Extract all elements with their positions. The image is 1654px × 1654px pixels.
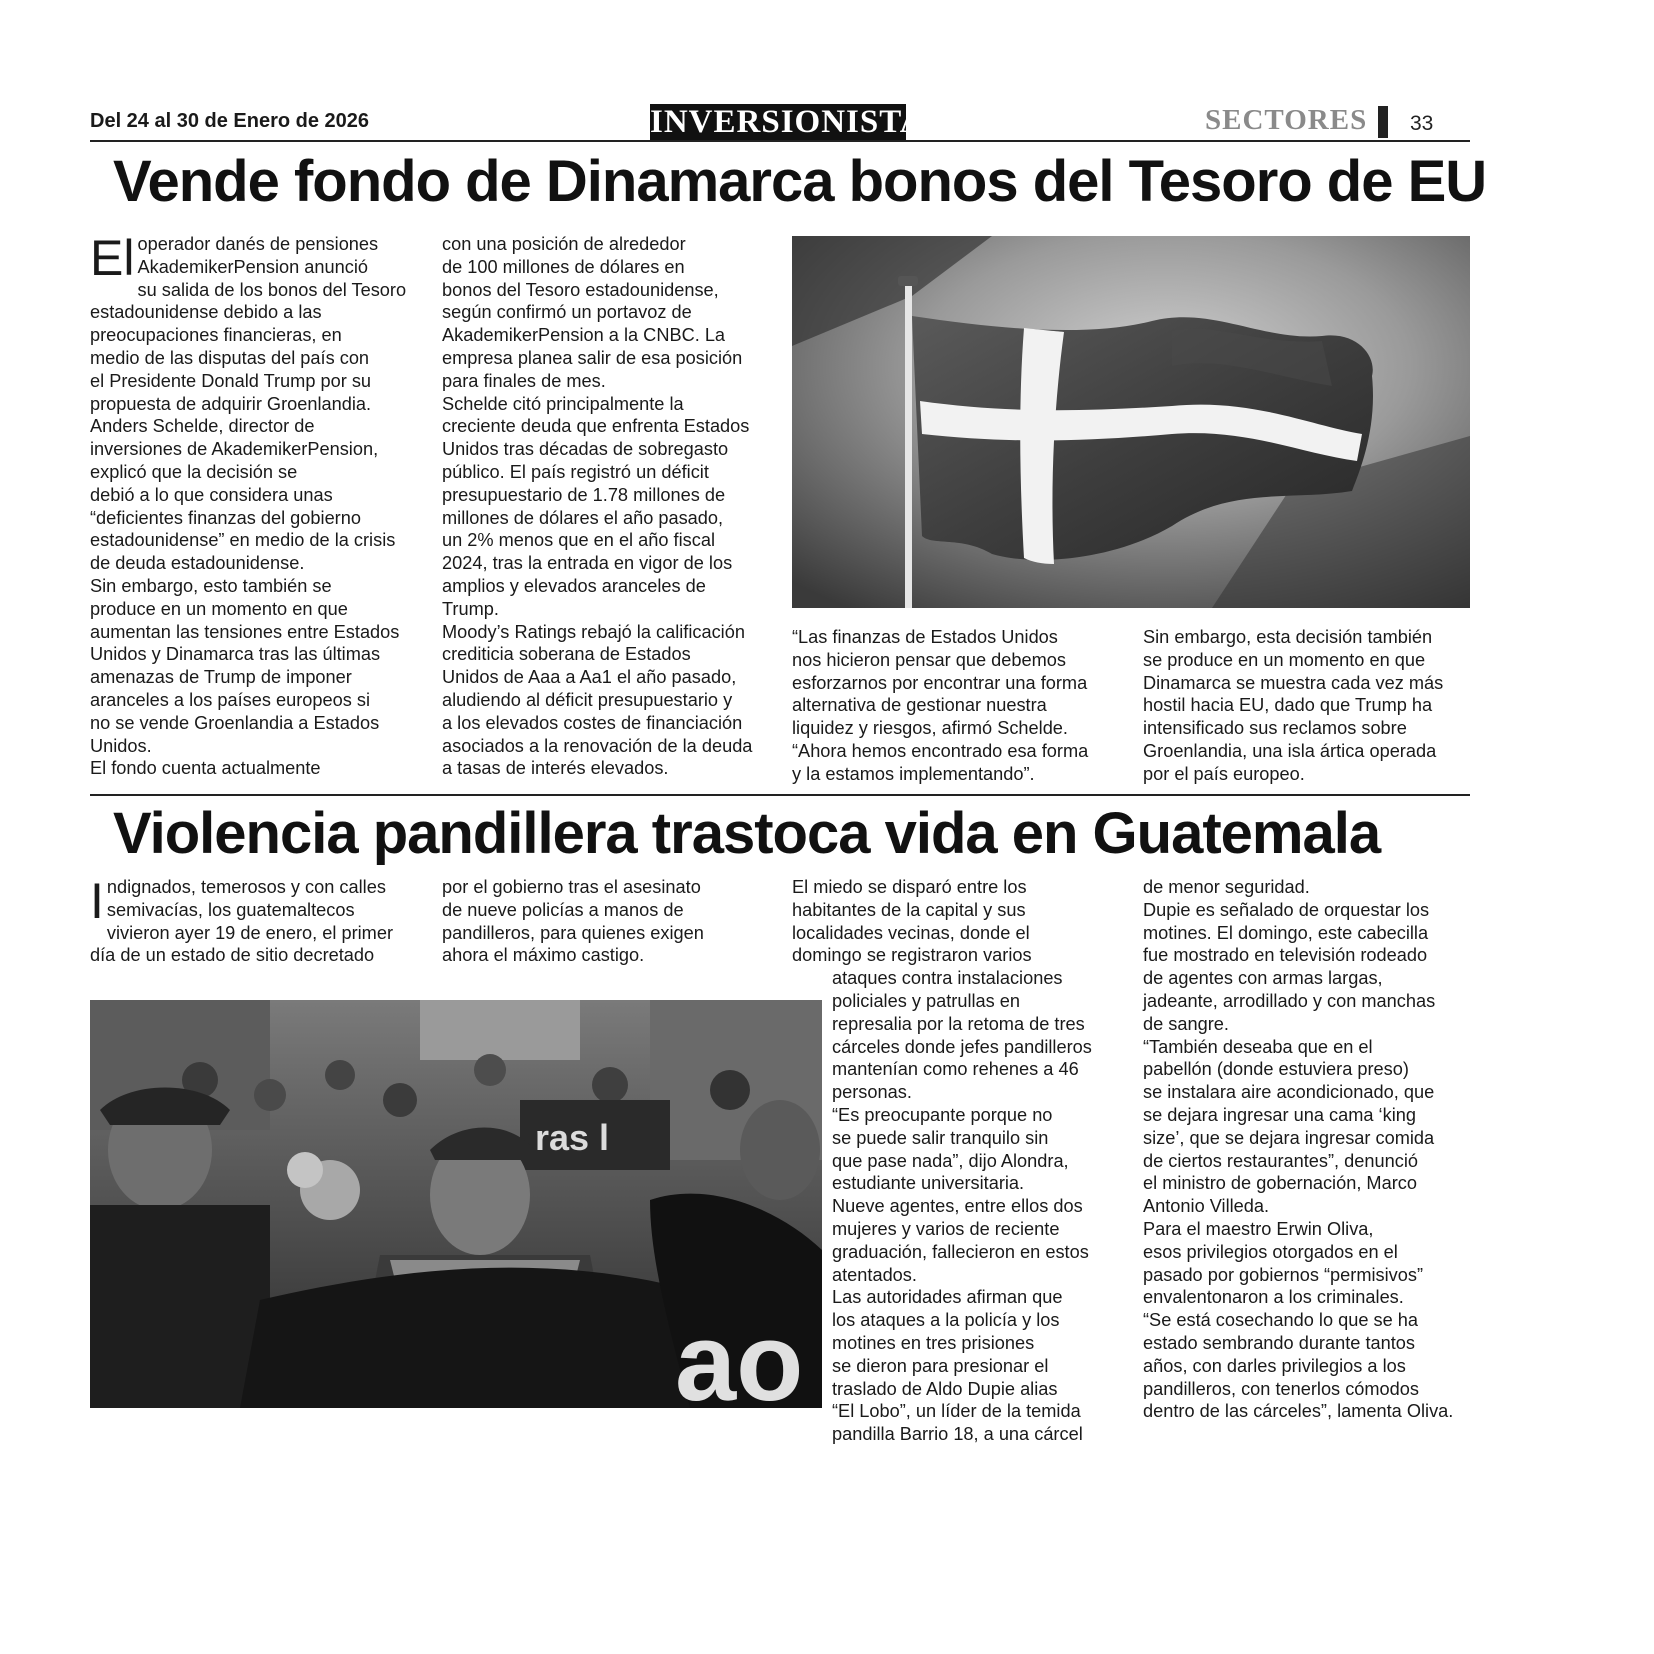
text-line: motines en tres prisiones [832,1332,1035,1353]
text-line: personas. [832,1082,912,1103]
text-line: mantenían como rehenes a 46 [832,1059,1079,1080]
text-line: preocupaciones financieras, en [90,325,342,346]
text-line: aranceles a los países europeos si [90,689,371,710]
text-line: AkademikerPension anunció [137,256,368,277]
text-line: de nueve policías a manos de [442,899,684,920]
text-line: Dinamarca se muestra cada vez más [1143,672,1444,693]
text-line: domingo se registraron varios [792,945,1032,966]
text-line: ndignados, temerosos y con calles [106,877,386,897]
text-line: size’, que se dejara ingresar comida [1143,1127,1435,1148]
text-line: nos hicieron pensar que debemos [792,649,1067,670]
text-line: pandilleros, con tenerlos cómodos [1143,1378,1420,1399]
svg-text:ao: ao [675,1301,804,1408]
article1-col1 [90,230,420,780]
article2-col2-text [442,876,772,967]
article1-headline: Vende fondo de Dinamarca bonos del Tesoro de EU [113,149,1487,214]
text-line: un 2% menos que en el año fiscal [442,530,715,551]
flag-image [792,236,1470,608]
text-line: su salida de los bonos del Tesoro [137,279,407,300]
text-line: envalentonaron a los criminales. [1143,1287,1404,1308]
text-line: inversiones de AkademikerPension, [90,439,379,460]
text-line: de ciertos restaurantes”, denunció [1143,1150,1418,1171]
text-line: de agentes con armas largas, [1143,968,1383,989]
text-line: El fondo cuenta actualmente [90,758,321,779]
text-line: Unidos tras décadas de sobregasto [442,439,729,460]
text-line: “deficientes finanzas del gobierno [90,507,361,528]
text-line: empresa planea salir de esa posición [442,347,743,368]
article1-col3-text [792,626,1122,786]
text-line: amenazas de Trump de imponer [90,667,352,688]
text-line: cárceles donde jefes pandilleros [832,1036,1092,1057]
text-line: jadeante, arrodillado y con manchas [1143,990,1436,1011]
protest-image [90,1000,822,1408]
text-line: Unidos. [90,735,152,756]
text-line: hostil hacia EU, dado que Trump ha [1143,695,1433,716]
text-line: según confirmó un portavoz de [442,302,692,323]
text-line: de menor seguridad. [1143,877,1310,897]
text-line: el Presidente Donald Trump por su [90,370,372,391]
text-line: “Las finanzas de Estados Unidos [792,627,1058,647]
text-line: fue mostrado en televisión rodeado [1143,945,1428,966]
text-line: Sin embargo, esto también se [90,575,332,596]
text-line: por el país europeo. [1143,763,1305,784]
article2-dropcap: I [90,873,104,929]
text-line: “El Lobo”, un líder de la temida [832,1401,1081,1422]
article-divider-rule [90,794,1470,796]
text-line: estado sembrando durante tantos [1143,1332,1415,1353]
text-line: explicó que la decisión se [90,461,298,482]
page-number: 33 [1410,112,1434,135]
text-line: pandilleros, para quienes exigen [442,922,704,943]
text-line: creciente deuda que enfrenta Estados [442,416,750,437]
text-line: estadounidense” en medio de la crisis [90,530,396,551]
text-line: Anders Schelde, director de [90,416,315,437]
text-line: para finales de mes. [442,370,606,391]
text-line: vivieron ayer 19 de enero, el primer [106,922,393,943]
article1-col3 [792,626,1122,786]
text-line: con una posición de alrededor [442,234,686,254]
article1-col2 [442,233,772,780]
text-line: Nueve agentes, entre ellos dos [832,1196,1083,1217]
section-label: SECTORES [1205,104,1368,136]
text-line: que pase nada”, dijo Alondra, [832,1150,1069,1171]
article2-col1 [90,873,420,967]
text-line: pabellón (donde estuviera preso) [1143,1059,1409,1080]
text-line: de deuda estadounidense. [90,553,305,574]
text-line: Moody’s Ratings rebajó la calificación [442,621,745,642]
masthead-logo: INVERSIONISTA [650,104,925,140]
text-line: policiales y patrullas en [832,990,1021,1011]
text-line: “Ahora hemos encontrado esa forma [792,740,1089,761]
text-line: Trump. [442,598,499,619]
text-line: de 100 millones de dólares en [442,256,685,277]
text-line: esos privilegios otorgados en el [1143,1241,1398,1262]
text-line: “Es preocupante porque no [832,1104,1053,1125]
text-line: Para el maestro Erwin Oliva, [1143,1218,1374,1239]
text-line: operador danés de pensiones [137,234,379,254]
article2-col4-text [1143,876,1473,1423]
text-line: atentados. [832,1264,917,1285]
text-line: AkademikerPension a la CNBC. La [442,325,726,346]
text-line: liquidez y riesgos, afirmó Schelde. [792,718,1068,739]
text-line: pasado por gobiernos “permisivos” [1143,1264,1424,1285]
text-line: propuesta de adquirir Groenlandia. [90,393,372,414]
text-line: Dupie es señalado de orquestar los [1143,899,1430,920]
text-line: Unidos de Aaa a Aa1 el año pasado, [442,667,737,688]
text-line: “Se está cosechando lo que se ha [1143,1310,1419,1331]
text-line: medio de las disputas del país con [90,347,370,368]
text-line: bonos del Tesoro estadounidense, [442,279,719,300]
text-line: debió a lo que considera unas [90,484,333,505]
text-line: asociados a la renovación de la deuda [442,735,753,756]
denmark-flag-photo [792,236,1470,608]
text-line: dentro de las cárceles”, lamenta Oliva. [1143,1401,1454,1422]
article1-col4-text [1143,626,1473,786]
text-line: ahora el máximo castigo. [442,945,645,966]
text-line: público. El país registró un déficit [442,461,709,482]
text-line: mujeres y varios de reciente [832,1218,1060,1239]
article1-dropcap: El [90,230,135,286]
text-line: no se vende Groenlandia a Estados [90,712,380,733]
text-line: día de un estado de sitio decretado [90,945,375,966]
text-line: graduación, fallecieron en estos [832,1241,1089,1262]
text-line: crediticia soberana de Estados [442,644,691,665]
text-line: a los elevados costes de financiación [442,712,743,733]
text-line: Antonio Villeda. [1143,1196,1270,1217]
text-line: intensificado sus reclamos sobre [1143,718,1407,739]
text-line: presupuestario de 1.78 millones de [442,484,726,505]
text-line: estudiante universitaria. [832,1173,1025,1194]
text-line: de sangre. [1143,1013,1229,1034]
text-line: Las autoridades afirman que [832,1287,1063,1308]
article1-col4 [1143,626,1473,786]
text-line: se produce en un momento en que [1143,649,1426,670]
section-bar [1378,106,1388,138]
text-line: esforzarnos por encontrar una forma [792,672,1088,693]
text-line: los ataques a la policía y los [832,1310,1060,1331]
text-line: ataques contra instalaciones [832,968,1063,989]
article2-col1-text [90,873,420,967]
article2-col2 [442,876,772,967]
text-line: amplios y elevados aranceles de [442,575,706,596]
text-line: se dieron para presionar el [832,1355,1049,1376]
text-line: traslado de Aldo Dupie alias [832,1378,1058,1399]
text-line: se instalara aire acondicionado, que [1143,1082,1435,1103]
text-line: habitantes de la capital y sus [792,899,1026,920]
issue-date: Del 24 al 30 de Enero de 2026 [90,110,370,132]
text-line: y la estamos implementando”. [792,763,1035,784]
text-line: se dejara ingresar una cama ‘king [1143,1104,1416,1125]
text-line: Unidos y Dinamarca tras las últimas [90,644,381,665]
text-line: Groenlandia, una isla ártica operada [1143,740,1437,761]
text-line: localidades vecinas, donde el [792,922,1030,943]
article2-col3 [792,876,1122,1446]
text-line: aumentan las tensiones entre Estados [90,621,400,642]
guatemala-protest-photo [90,1000,822,1408]
article2-col3-text [792,876,1122,1446]
text-line: 2024, tras la entrada en vigor de los [442,553,733,574]
header-rule [90,140,1470,142]
text-line: se puede salir tranquilo sin [832,1127,1049,1148]
text-line: a tasas de interés elevados. [442,758,669,779]
article1-col2-text [442,233,772,780]
text-line: años, con darles privilegios a los [1143,1355,1406,1376]
svg-text:ras l: ras l [535,1117,610,1158]
text-line: Sin embargo, esta decisión también [1143,627,1433,647]
text-line: “También deseaba que en el [1143,1036,1373,1057]
text-line: millones de dólares el año pasado, [442,507,724,528]
text-line: represalia por la retoma de tres [832,1013,1085,1034]
text-line: Schelde citó principalmente la [442,393,684,414]
text-line: el ministro de gobernación, Marco [1143,1173,1417,1194]
text-line: alternativa de gestionar nuestra [792,695,1047,716]
text-line: motines. El domingo, este cabecilla [1143,922,1429,943]
text-line: por el gobierno tras el asesinato [442,877,701,897]
article2-headline: Violencia pandillera trastoca vida en Guatemala [113,801,1381,866]
text-line: estadounidense debido a las [90,302,322,323]
text-line: aludiendo al déficit presupuestario y [442,689,733,710]
article1-col1-text [90,230,420,780]
text-line: produce en un momento en que [90,598,348,619]
article2-col4 [1143,876,1473,1423]
text-line: pandilla Barrio 18, a una cárcel [832,1424,1083,1445]
text-line: El miedo se disparó entre los [792,877,1027,897]
text-line: semivacías, los guatemaltecos [106,899,355,920]
